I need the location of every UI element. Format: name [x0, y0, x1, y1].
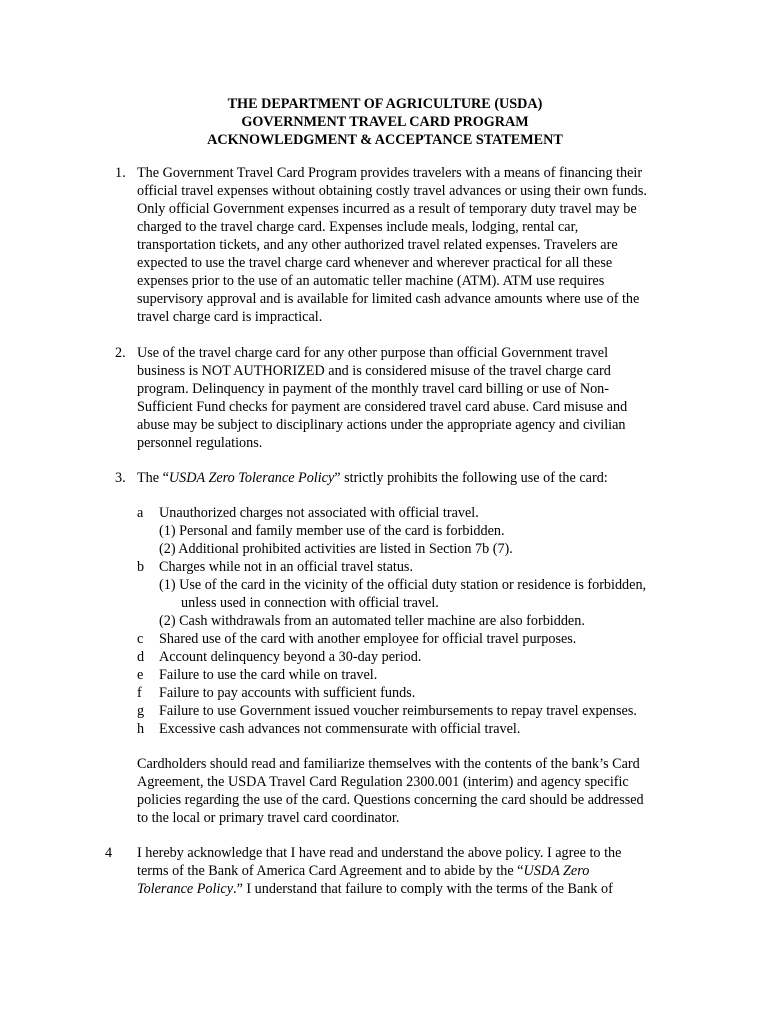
paragraph-line: Sufficient Fund checks for payment are considered travel card abuse. Card misuse and: [137, 399, 628, 415]
list-item: Account delinquency beyond a 30-day period.: [159, 649, 422, 665]
paragraph-number: 2.: [115, 345, 126, 361]
paragraph-line: [137, 863, 589, 881]
paragraph-line: to the local or primary travel card coordinator.: [137, 810, 400, 826]
paragraph-line: [137, 881, 613, 899]
paragraph-line: charged to the travel charge card. Expenses include meals, lodging, rental car,: [137, 219, 579, 235]
list-item: Excessive cash advances not commensurate with official travel.: [159, 721, 521, 737]
paragraph-line: official travel expenses without obtaining costly travel advances or using their own funds.: [137, 183, 647, 199]
paragraph-line: I hereby acknowledge that I have read and understand the above policy. I agree to the: [137, 845, 622, 861]
paragraph-line: Use of the travel charge card for any other purpose than official Government travel: [137, 345, 609, 361]
list-letter: f: [137, 685, 142, 701]
paragraph-line: supervisory approval and is available for limited cash advance amounts where use of the: [137, 291, 640, 307]
intro-post: ” strictly prohibits the following use of the card:: [334, 470, 608, 486]
paragraph-line: transportation tickets, and any other authorized travel related expenses. Travelers are: [137, 237, 618, 253]
paragraph-number: 3.: [115, 470, 126, 486]
list-subitem: (1) Personal and family member use of the card is forbidden.: [159, 523, 505, 539]
policy-name: Tolerance Policy: [137, 881, 234, 897]
paragraph-line: expected to use the travel charge card whenever and wherever practical for all these: [137, 255, 613, 271]
paragraph-line: abuse may be subject to disciplinary actions under the appropriate agency and civilian: [137, 417, 626, 433]
list-item: Failure to use the card while on travel.: [159, 667, 378, 683]
paragraph-line: Cardholders should read and familiarize themselves with the contents of the bank’s Card: [137, 756, 640, 772]
title-line-2: GOVERNMENT TRAVEL CARD PROGRAM: [241, 114, 529, 130]
paragraph-line: program. Delinquency in payment of the monthly travel card billing or use of Non-: [137, 381, 610, 397]
list-letter: b: [137, 559, 145, 575]
intro-pre: The “: [137, 470, 169, 486]
paragraph-line: travel charge card is impractical.: [137, 309, 323, 325]
list-item: Failure to use Government issued voucher reimbursements to repay travel expenses.: [159, 703, 637, 719]
list-letter: e: [137, 667, 144, 683]
title-line-1: THE DEPARTMENT OF AGRICULTURE (USDA): [227, 96, 543, 112]
paragraph-line: Only official Government expenses incurred as a result of temporary duty travel may be: [137, 201, 637, 217]
list-letter: c: [137, 631, 144, 647]
paragraph-number: 1.: [115, 165, 126, 181]
list-letter: a: [137, 505, 144, 521]
list-subitem: (2) Cash withdrawals from an automated teller machine are also forbidden.: [159, 613, 585, 629]
paragraph-intro: [137, 470, 608, 488]
list-letter: h: [137, 721, 145, 737]
paragraph-line: Agreement, the USDA Travel Card Regulation 2300.001 (interim) and agency specific: [137, 774, 629, 790]
policy-name: USDA Zero: [523, 863, 590, 879]
list-item: Failure to pay accounts with sufficient funds.: [159, 685, 416, 701]
list-letter: d: [137, 649, 145, 665]
paragraph-line: business is NOT AUTHORIZED and is considered misuse of the travel charge card: [137, 363, 611, 379]
line-text: terms of the Bank of America Card Agreement and to abide by the “: [137, 863, 524, 879]
document-title: [0, 95, 770, 149]
paragraph-line: policies regarding the use of the card. Questions concerning the card should be addressed: [137, 792, 644, 808]
list-subitem: (2) Additional prohibited activities are listed in Section 7b (7).: [159, 541, 513, 557]
paragraph-line: The Government Travel Card Program provides travelers with a means of financing their: [137, 165, 643, 181]
list-item: Shared use of the card with another employee for official travel purposes.: [159, 631, 577, 647]
title-line-3: ACKNOWLEDGMENT & ACCEPTANCE STATEMENT: [207, 132, 563, 148]
list-subitem-continued: unless used in connection with official travel.: [181, 595, 439, 611]
line-text: .” I understand that failure to comply with the terms of the Bank of: [233, 881, 613, 897]
list-letter: g: [137, 703, 145, 719]
paragraph-line: expenses prior to the use of an automatic teller machine (ATM). ATM use requires: [137, 273, 605, 289]
paragraph-line: personnel regulations.: [137, 435, 263, 451]
list-item: Unauthorized charges not associated with official travel.: [159, 505, 479, 521]
list-subitem: (1) Use of the card in the vicinity of the official duty station or residence is forbidden,: [159, 577, 647, 593]
paragraph-number: 4: [105, 845, 113, 861]
policy-name: USDA Zero Tolerance Policy: [168, 470, 335, 486]
list-item: Charges while not in an official travel status.: [159, 559, 414, 575]
